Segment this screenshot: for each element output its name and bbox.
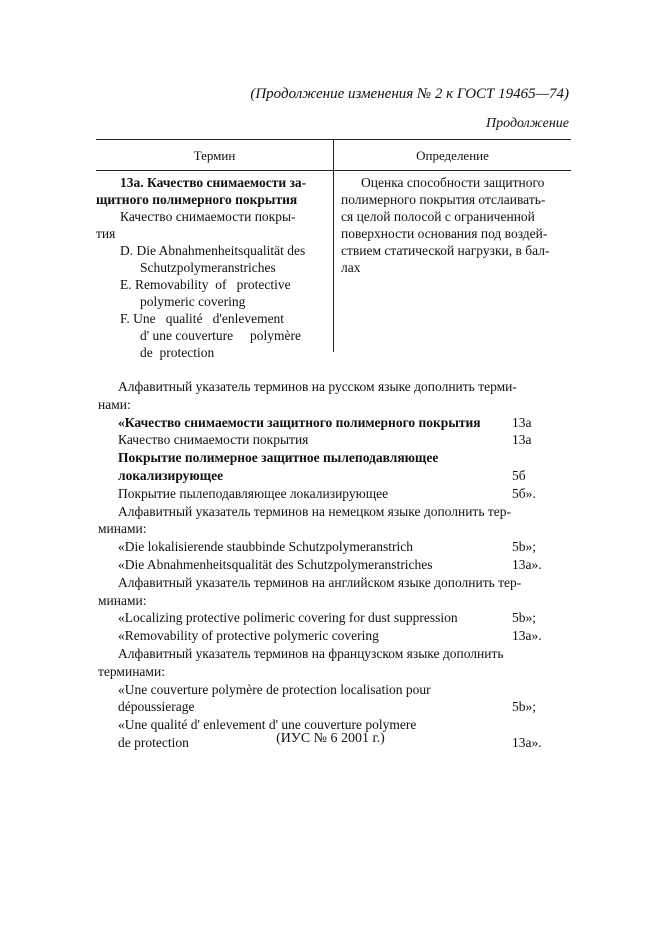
index-entry-text: Качество снимаемости покрытия bbox=[118, 432, 309, 448]
index-entry bbox=[98, 431, 570, 449]
index-entry-text: Покрытие пылеподавляющее локализирующее bbox=[118, 485, 389, 501]
term-fr-line3: de protection bbox=[140, 345, 215, 360]
index-entry bbox=[98, 556, 570, 574]
index-entry bbox=[98, 449, 570, 467]
index-entry-text: «Качество снимаемости защитного полимерного покрытия bbox=[118, 414, 481, 430]
term-fr-line1: F. Une qualité d'enlevement bbox=[120, 311, 285, 326]
index-entry-number: 13а bbox=[512, 432, 532, 448]
index-entry-text: «Une qualité d' enlevement d' une couverture polymere bbox=[118, 717, 417, 733]
terms-table bbox=[96, 139, 571, 360]
term-cell bbox=[96, 174, 325, 361]
index-entry bbox=[98, 609, 570, 627]
en-intro-line2: минами: bbox=[98, 592, 147, 608]
index-entry-number: 5b»; bbox=[512, 539, 537, 555]
index-entry-text: dépoussierage bbox=[118, 699, 195, 715]
term-en-line2: polymeric covering bbox=[140, 294, 246, 309]
fr-intro-line1: Алфавитный указатель терминов на французском языке дополнить bbox=[118, 645, 504, 661]
index-entry bbox=[98, 467, 570, 485]
index-entry bbox=[98, 538, 570, 556]
column-divider bbox=[333, 140, 334, 352]
index-entry-text: «Die lokalisierende staubbinde Schutzpolymeranstrich bbox=[118, 539, 414, 555]
ru-intro-line2: нами: bbox=[98, 396, 131, 412]
index-entry bbox=[98, 627, 570, 645]
definition-line: лах bbox=[341, 260, 361, 275]
index-entry-text: «Removability of protective polymeric covering bbox=[118, 628, 379, 644]
index-entry-number: 5б bbox=[512, 467, 526, 483]
fr-intro-line2: терминами: bbox=[98, 663, 165, 679]
term-alt-line1: Качество снимаемости покры- bbox=[120, 209, 296, 224]
continuation-title: (Продолжение изменения № 2 к ГОСТ 19465—74) bbox=[250, 86, 569, 102]
source-reference: (ИУС № 6 2001 г.) bbox=[276, 731, 385, 746]
continuation-label: Продолжение bbox=[486, 116, 569, 131]
index-entry-number: 13a». bbox=[512, 556, 542, 572]
definition-line: Оценка способности защитного bbox=[361, 175, 545, 190]
index-entry bbox=[98, 485, 570, 503]
index-entry-number: 13а bbox=[512, 414, 532, 430]
index-entry-number: 5b»; bbox=[512, 699, 537, 715]
alphabetical-index-section bbox=[98, 378, 570, 752]
index-entry-text: de protection bbox=[118, 734, 189, 750]
index-entry-number: 5б». bbox=[512, 485, 536, 501]
index-entry-text: локализирующее bbox=[118, 467, 224, 483]
index-entry-text: Покрытие полимерное защитное пылеподавляющее bbox=[118, 450, 439, 466]
definition-cell bbox=[341, 174, 569, 276]
definition-line: ся целой полосой с ограниченной bbox=[341, 209, 535, 224]
de-intro-line1: Алфавитный указатель терминов на немецком языке дополнить тер- bbox=[118, 503, 512, 519]
definition-line: поверхности основания под воздей- bbox=[341, 226, 548, 241]
index-entry-text: «Die Abnahmenheitsqualität des Schutzpolymeranstriches bbox=[118, 556, 433, 572]
index-entry bbox=[98, 698, 570, 716]
term-de-line1: D. Die Abnahmenheitsqualität des bbox=[120, 243, 306, 258]
index-entry-number: 13a». bbox=[512, 734, 542, 750]
index-entry-text: «Localizing protective polimeric covering for dust suppression bbox=[118, 610, 458, 626]
index-entry-number: 13a». bbox=[512, 628, 542, 644]
en-intro-line1: Алфавитный указатель терминов на английском языке дополнить тер- bbox=[118, 574, 522, 590]
index-entry-text: «Une couverture polymère de protection localisation pour bbox=[118, 681, 431, 697]
term-fr-line2: d' une couverture polymère bbox=[140, 328, 301, 343]
column-header-term: Термин bbox=[193, 148, 236, 163]
index-entry bbox=[98, 414, 570, 432]
column-header-definition: Определение bbox=[416, 148, 489, 163]
de-intro-line2: минами: bbox=[98, 521, 147, 537]
index-entry bbox=[98, 681, 570, 699]
definition-line: полимерного покрытия отслаивать- bbox=[341, 192, 546, 207]
definition-line: ствием статической нагрузки, в бал- bbox=[341, 243, 550, 258]
term-alt-line2: тия bbox=[96, 226, 116, 241]
index-entry-number: 5b»; bbox=[512, 610, 537, 626]
term-de-line2: Schutzpolymeranstriches bbox=[140, 260, 276, 275]
term-main-line1: 13а. Качество снимаемости за- bbox=[120, 175, 307, 190]
term-en-line1: E. Removability of protective bbox=[120, 277, 291, 292]
term-main-line2: щитного полимерного покрытия bbox=[96, 192, 298, 207]
ru-intro-line1: Алфавитный указатель терминов на русском языке дополнить терми- bbox=[118, 379, 517, 394]
